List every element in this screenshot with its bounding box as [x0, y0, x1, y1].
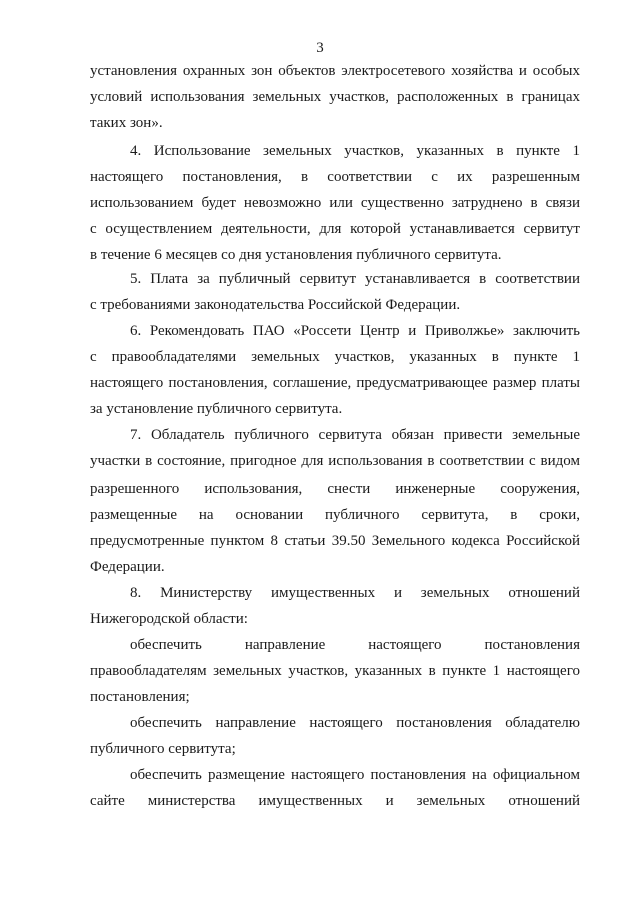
text-line: 5. Плата за публичный сервитут устанавливается в соответствии: [130, 271, 580, 287]
text-line: обеспечить направление настоящего постановления: [130, 637, 580, 653]
text-line: за установление публичного сервитута.: [90, 401, 343, 417]
text-line: размещенные на основании публичного сервитута, в сроки,: [90, 507, 580, 523]
page-number: 3: [316, 40, 324, 56]
text-line: условий использования земельных участков, расположенных в границах: [90, 89, 580, 105]
text-line: постановления;: [90, 689, 190, 705]
text-line: предусмотренные пунктом 8 статьи 39.50 Земельного кодекса Российской: [90, 533, 580, 549]
text-line: разрешенного использования, снести инженерные сооружения,: [90, 481, 580, 497]
text-line: установления охранных зон объектов электросетевого хозяйства и особых: [90, 63, 580, 79]
text-line: использованием будет невозможно или существенно затруднено в связи: [90, 195, 580, 211]
text-line: 8. Министерству имущественных и земельных отношений: [130, 585, 580, 601]
text-line: Федерации.: [90, 559, 165, 575]
text-line: обеспечить направление настоящего постановления обладателю: [130, 715, 580, 731]
text-line: 7. Обладатель публичного сервитута обязан привести земельные: [130, 427, 580, 443]
text-line: настоящего постановления, в соответствии с их разрешенным: [90, 169, 580, 185]
text-line: с требованиями законодательства Российской Федерации.: [90, 297, 461, 313]
text-line: с правообладателями земельных участков, указанных в пункте 1: [90, 349, 580, 365]
text-line: 4. Использование земельных участков, указанных в пункте 1: [130, 143, 580, 159]
text-line: 6. Рекомендовать ПАО «Россети Центр и Приволжье» заключить: [130, 323, 580, 339]
text-line: таких зон».: [90, 115, 163, 131]
text-line: обеспечить размещение настоящего постановления на официальном: [130, 767, 580, 783]
text-line: правообладателям земельных участков, указанных в пункте 1 настоящего: [90, 663, 580, 679]
text-line: участки в состояние, пригодное для использования в соответствии с видом: [90, 453, 580, 469]
text-line: настоящего постановления, соглашение, предусматривающее размер платы: [90, 375, 580, 391]
text-line: в течение 6 месяцев со дня установления публичного сервитута.: [90, 247, 502, 263]
text-line: сайте министерства имущественных и земельных отношений: [90, 793, 580, 809]
text-line: с осуществлением деятельности, для которой устанавливается сервитут: [90, 221, 580, 237]
text-line: Нижегородской области:: [90, 611, 248, 627]
text-line: публичного сервитута;: [90, 741, 236, 757]
